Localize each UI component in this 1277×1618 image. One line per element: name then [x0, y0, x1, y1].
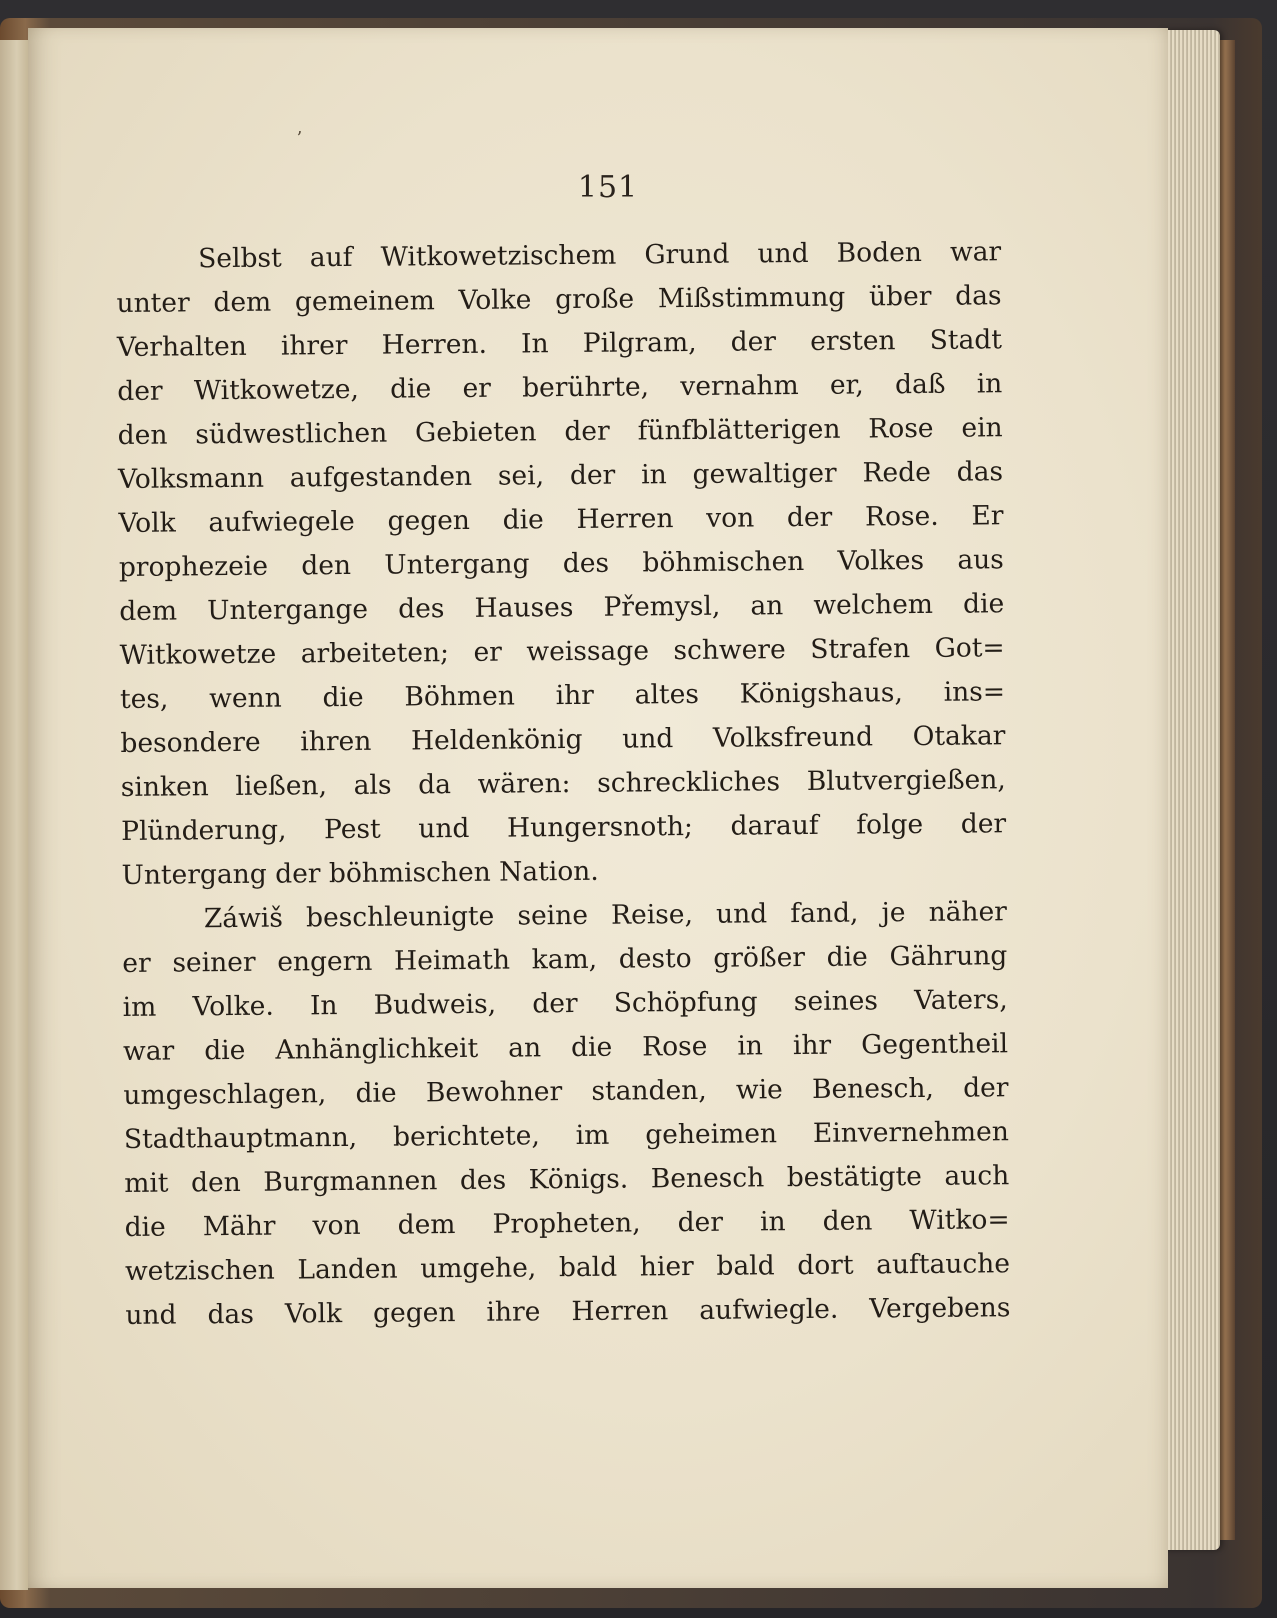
text-line: umgeschlagen, die Bewohner standen, wie Benesch, der [123, 1072, 1009, 1111]
text-line: den südwestlichen Gebieten der fünfblätterigen Rose ein [117, 412, 1003, 451]
text-line: Volksmann aufgestanden sei, der in gewaltiger Rede das [117, 456, 1004, 495]
page-number: 151 [577, 170, 639, 205]
text-line: Untergang der böhmischen Nation. [121, 855, 599, 891]
left-page-edge [0, 40, 30, 1590]
text-line: Volk aufwiegele gegen die Herren von der Rose. Er [118, 500, 1004, 539]
text-line: Záwiš beschleunigte seine Reise, und fand, je näher [203, 896, 1008, 935]
text-line: wetzischen Landen umgehe, bald hier bald dort auftauche [124, 1248, 1011, 1287]
text-line: er seiner engern Heimath kam, desto größer die Gährung [122, 940, 1008, 979]
body-text [116, 230, 1011, 1338]
text-line: Plünderung, Pest und Hungersnoth; darauf folge der [121, 808, 1007, 847]
paragraph-2 [122, 890, 1011, 1338]
text-line: die Mähr von dem Propheten, der in den Witko= [124, 1204, 1010, 1243]
book-page [28, 28, 1168, 1588]
text-line: prophezeie den Untergang des böhmischen Volkes aus [118, 544, 1004, 583]
text-line: Stadthauptmann, berichtete, im geheimen Einvernehmen [123, 1116, 1009, 1155]
text-line: dem Untergange des Hauses Přemysl, an welchem die [119, 588, 1005, 627]
text-line: der Witkowetze, die er berührte, vernahm er, daß in [117, 368, 1003, 407]
text-line: tes, wenn die Böhmen ihr altes Königshaus, ins= [119, 676, 1006, 715]
page-stack [1160, 30, 1220, 1550]
text-line: besondere ihren Heldenkönig und Volksfreund Otakar [120, 720, 1006, 759]
paper-speck: ʼ [296, 128, 302, 149]
text-line: Witkowetze arbeiteten; er weissage schwere Strafen Got= [119, 632, 1005, 671]
text-line: unter dem gemeinem Volke große Mißstimmung über das [116, 280, 1002, 319]
text-line: Selbst auf Witkowetzischem Grund und Boden war [198, 236, 1002, 275]
text-line: war die Anhänglichkeit an die Rose in ihr Gegentheil [122, 1028, 1009, 1067]
text-line: im Volke. In Budweis, der Schöpfung seines Vaters, [122, 984, 1008, 1023]
text-line: mit den Burgmannen des Königs. Benesch bestätigte auch [124, 1160, 1010, 1199]
paragraph-1 [116, 230, 1007, 898]
text-line: sinken ließen, als da wären: schreckliches Blutvergießen, [120, 764, 1006, 803]
text-line: und das Volk gegen ihre Herren aufwiegle. Vergebens [125, 1292, 1011, 1331]
text-line: Verhalten ihrer Herren. In Pilgram, der ersten Stadt [116, 324, 1003, 363]
